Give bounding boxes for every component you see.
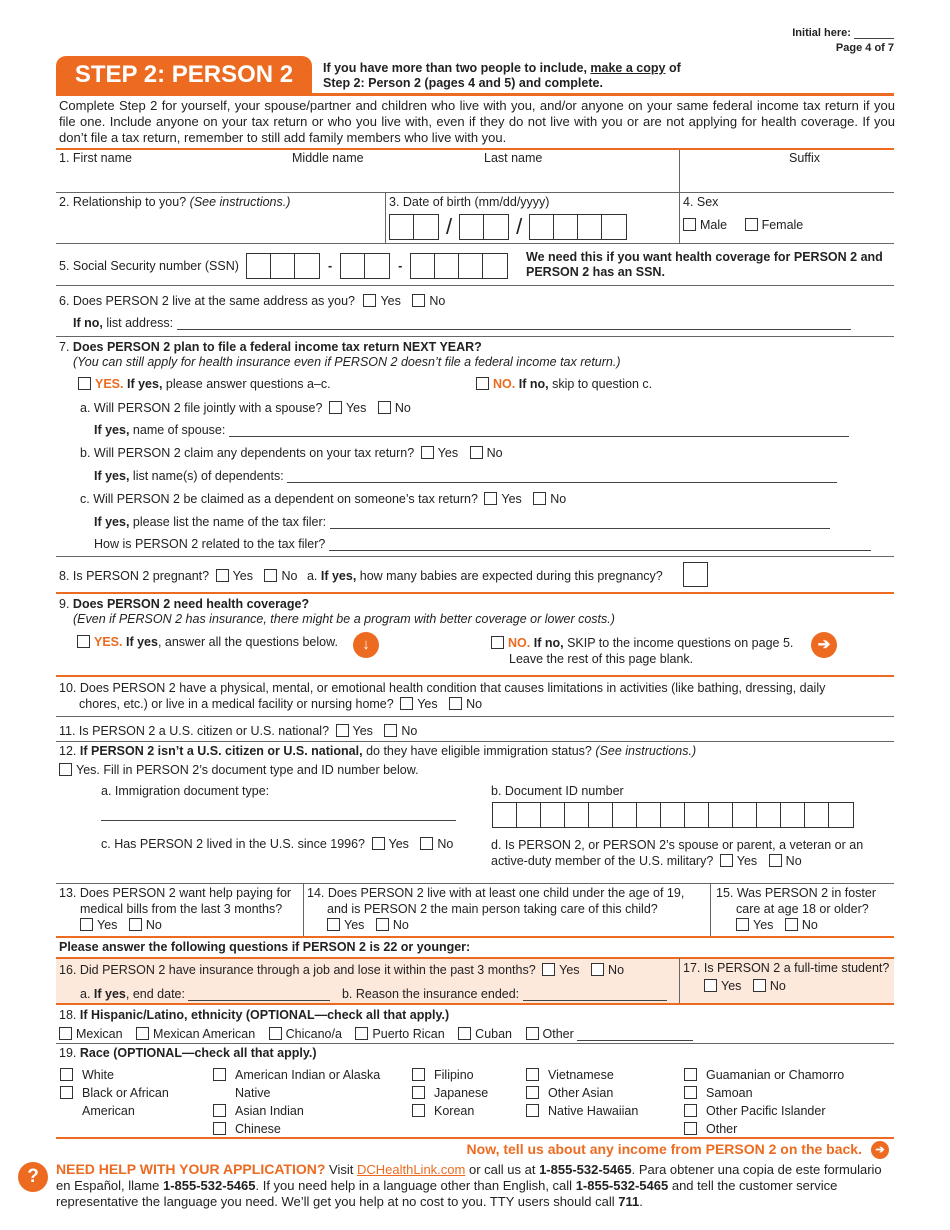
other-race-label: Other [706,1122,738,1136]
q12d-no-checkbox[interactable] [769,854,782,867]
dependents-input[interactable] [287,471,837,483]
q11-no-label: No [401,724,418,738]
help-text [56,1161,896,1210]
q13-line1: 13. Does PERSON 2 want help paying for [59,886,292,900]
q9-num: 9. [59,597,70,611]
q9-yes-o: YES. [94,635,123,649]
q3-label: 3. Date of birth (mm/dd/yyyy) [389,195,550,209]
chinese-label: Chinese [235,1122,281,1136]
q12d-row [491,837,863,869]
q18-num: 18. [59,1008,77,1022]
japanese-checkbox[interactable] [412,1086,425,1099]
q16b-label: b. Reason the insurance ended: [341,987,520,1001]
help-icon: ? [18,1162,48,1192]
q7b-dependents [94,469,837,483]
black-label: Black or African [82,1086,169,1100]
q15-row [716,885,876,933]
q19-num: 19. [59,1046,77,1060]
q7c-yes-checkbox[interactable] [484,492,497,505]
q12-note: (See instructions.) [595,744,697,758]
q7c-yes-label: Yes [501,492,522,506]
q14-line1: 14. Does PERSON 2 live with at least one child under the age of 19, [307,886,685,900]
q7c-relation [94,537,871,551]
female-checkbox[interactable] [745,218,758,231]
q9-no-checkbox[interactable] [491,636,504,649]
q15-no-checkbox[interactable] [785,918,798,931]
native-hawaiian-label: Native Hawaiian [548,1104,639,1118]
help-rest: . If you need help in a language other than English, call [255,1178,573,1193]
q7-yes-option [78,377,331,391]
q7b-if: list name(s) of dependents: [132,469,284,483]
chinese-checkbox[interactable] [213,1122,226,1135]
mexican-american-checkbox[interactable] [136,1027,149,1040]
q7a-no-checkbox[interactable] [378,401,391,414]
q17-row [683,959,889,995]
q7-no-o: NO. [493,377,516,391]
female-label: Female [761,218,804,232]
doc-id-input[interactable] [492,802,854,828]
q11-no-checkbox[interactable] [384,724,397,737]
initial-label: Initial here: [792,27,851,39]
q7c-rel-label: How is PERSON 2 related to the tax filer? [94,537,326,551]
black-label-2: American [82,1104,135,1118]
ssn-input[interactable] [246,253,508,279]
race-col5 [684,1066,859,1138]
q7c-no-checkbox[interactable] [533,492,546,505]
race-col1 [60,1066,169,1120]
other-pacific-label: Other Pacific Islander [706,1104,826,1118]
tax-filer-input[interactable] [330,517,830,529]
q13-no-label: No [145,918,162,932]
vietnamese-label: Vietnamese [548,1068,614,1082]
korean-label: Korean [434,1104,475,1118]
filipino-checkbox[interactable] [412,1068,425,1081]
q12c-label: c. Has PERSON 2 lived in the U.S. since 1996? [101,837,366,851]
q10-line2: chores, etc.) or live in a medical facility or nursing home? [79,697,394,711]
q9-no-o: NO. [508,636,531,650]
q12c-yes-checkbox[interactable] [372,837,385,850]
q6-no-label: No [429,294,446,308]
q7a-if: name of spouse: [132,423,226,437]
q16-yes-label: Yes [559,963,580,977]
help-phone: 1-855-532-5465 [539,1162,632,1177]
q9-yes-checkbox[interactable] [77,635,90,648]
help-call: or call us at [468,1162,536,1177]
vietnamese-checkbox[interactable] [526,1068,539,1081]
q1-last-label: Last name [484,151,543,165]
q9-yes-t: , answer all the questions below. [157,635,338,649]
race-col2 [213,1066,380,1138]
q12a-label: a. Immigration document type: [101,784,270,798]
intro-text: Complete Step 2 for yourself, your spouse/partner and children who live with you, and/or anyone on your same federal income tax return if you file one. Include anyone on your tax return or who you live with, even if they do not live with you or are not applying for health coverage. If you don’t file a tax return, remember to still add family members who live with you. [59,98,895,145]
q7-no-option [476,377,652,391]
q10-no-checkbox[interactable] [449,697,462,710]
q12d-line2: active-duty member of the U.S. military? [491,854,714,868]
q16a-text: , end date: [125,987,185,1001]
other-asian-label: Other Asian [548,1086,614,1100]
q7a-label: a. Will PERSON 2 file jointly with a spouse? [80,401,323,415]
q7a-yes-checkbox[interactable] [329,401,342,414]
mexican-american-label: Mexican American [153,1027,256,1041]
male-checkbox[interactable] [683,218,696,231]
q8-row [59,569,663,583]
q11-label: 11. Is PERSON 2 a U.S. citizen or U.S. national? [59,724,330,738]
spouse-name-input[interactable] [229,425,849,437]
race-col4 [526,1066,638,1120]
q7-title-text: Does PERSON 2 plan to file a federal income tax return NEXT YEAR? [72,340,482,354]
q7c-filer [94,515,830,529]
q5-label: 5. Social Security number (SSN) [59,259,239,273]
q8a-pre: a. [306,569,318,583]
q13-no-checkbox[interactable] [129,918,142,931]
samoan-label: Samoan [706,1086,753,1100]
white-checkbox[interactable] [60,1068,73,1081]
q7a-if-b: If yes, [94,423,130,437]
relation-input[interactable] [329,539,871,551]
dob-sep2: / [516,214,523,239]
end-date-input[interactable] [188,989,330,1001]
q7c-row [80,492,566,506]
q6-yes-label: Yes [380,294,401,308]
q9-title [59,597,309,611]
q6-label: 6. Does PERSON 2 live at the same address as you? [59,294,355,308]
male-label: Male [700,218,728,232]
q1-suffix-label: Suffix [789,151,821,165]
q9-no-b: If no, [533,636,564,650]
step-note [323,61,681,91]
q10-yes-label: Yes [417,697,438,711]
step-note-line2: Step 2: Person 2 (pages 4 and 5) and complete. [323,76,603,90]
babies-count-input[interactable] [683,562,708,587]
q12-text: do they have eligible immigration status? [366,744,592,758]
reason-input[interactable] [523,989,667,1001]
korean-checkbox[interactable] [412,1104,425,1117]
q13-row [59,885,291,933]
dob-sep1: / [446,214,453,239]
q2-text: 2. Relationship to you? [59,195,187,209]
q8a-text: how many babies are expected during this pregnancy? [359,569,663,583]
other-ethnicity-label: Other [542,1027,574,1041]
chicano-label: Chicano/a [285,1027,342,1041]
ssn-dash1: - [328,259,333,273]
q9-yes-option [77,635,338,649]
arrow-right-icon: ➔ [871,1141,889,1159]
q7b-yes-checkbox[interactable] [421,446,434,459]
q16-label: 16. Did PERSON 2 have insurance through a job and lose it within the past 3 months? [59,963,536,977]
ssn-dash2: - [398,259,403,273]
filipino-label: Filipino [434,1068,474,1082]
q10-row [59,680,825,712]
doc-type-input[interactable] [101,809,456,821]
q6-ifno-bold: If no, [73,316,103,330]
help-phone2: 1-855-532-5465 [162,1178,256,1193]
q13-line2: medical bills from the last 3 months? [80,902,283,916]
q7b-row [80,446,503,460]
q14-row [307,885,684,933]
help-title: NEED HELP WITH YOUR APPLICATION? [56,1161,326,1177]
q8a-b: If yes, [320,569,357,583]
q9-no-option [491,635,793,667]
q12-yes-checkbox[interactable] [59,763,72,776]
q10-line1: 10. Does PERSON 2 have a physical, mental, or emotional health condition that causes limitations in activities (like bathing, dressing, daily [59,681,826,695]
step-note-post: of [668,61,681,75]
q6-yes-checkbox[interactable] [363,294,376,307]
help-es: . Para obtener una copia de este formulario [631,1162,882,1177]
q6-address [73,316,851,330]
q18-title [59,1008,449,1022]
help-es2: en Español, llame [56,1178,160,1193]
mexican-checkbox[interactable] [59,1027,72,1040]
q8-no-label: No [281,569,298,583]
q12-fill-label: Yes. Fill in PERSON 2’s document type and ID number below. [76,763,419,777]
q14-no-label: No [392,918,409,932]
q7c-label: c. Will PERSON 2 be claimed as a dependent on someone’s tax return? [80,492,478,506]
q9-no-t: SKIP to the income questions on page 5. [567,636,794,650]
q14-line2: and is PERSON 2 the main person taking care of this child? [327,902,658,916]
q16-yes-checkbox[interactable] [542,963,555,976]
q7b-label: b. Will PERSON 2 claim any dependents on your tax return? [80,446,415,460]
q15-line2: care at age 18 or older? [736,902,869,916]
q7b-yes-label: Yes [437,446,459,460]
q8-yes-label: Yes [232,569,253,583]
q17-no-label: No [769,979,786,993]
q7c-if: please list the name of the tax filer: [132,515,327,529]
q16a-row [80,987,667,1001]
q14-no-checkbox[interactable] [376,918,389,931]
q7-yes-b: If yes, [126,377,163,391]
q7b-no-checkbox[interactable] [470,446,483,459]
other-pacific-checkbox[interactable] [684,1104,697,1117]
q7b-no-label: No [486,446,503,460]
q7-no-b: If no, [518,377,549,391]
puerto-rican-label: Puerto Rican [372,1027,445,1041]
q19-title [59,1046,317,1060]
american-indian-label-2: Native [235,1086,271,1100]
q14-yes-label: Yes [344,918,365,932]
american-indian-checkbox[interactable] [213,1068,226,1081]
mexican-label: Mexican [76,1027,123,1041]
q7-yes-o: YES. [95,377,124,391]
initial-field[interactable] [854,27,894,39]
q16-no-checkbox[interactable] [591,963,604,976]
q1-middle-label: Middle name [292,151,364,165]
page-header [792,27,894,54]
q7c-no-label: No [550,492,567,506]
q14-yes-checkbox[interactable] [327,918,340,931]
q19-bold: Race (OPTIONAL—check all that apply.) [79,1046,317,1060]
q7c-if-b: If yes, [94,515,130,529]
arrow-right-icon: ➔ [811,632,837,658]
q15-line1: 15. Was PERSON 2 in foster [716,886,877,900]
q8-yes-checkbox[interactable] [216,569,229,582]
q1-first-label: 1. First name [59,151,132,165]
next-page-note: Now, tell us about any income from PERSON 2 on the back. [466,1141,862,1157]
q8-label: 8. Is PERSON 2 pregnant? [59,569,210,583]
q17-yes-label: Yes [721,979,742,993]
q12d-yes-checkbox[interactable] [720,854,733,867]
q2-label [59,195,290,209]
young-heading: Please answer the following questions if PERSON 2 is 22 or younger: [59,940,471,954]
step-note-pre: If you have more than two people to include, [323,61,587,75]
q16a-b: If yes [93,987,126,1001]
puerto-rican-checkbox[interactable] [355,1027,368,1040]
q11-yes-label: Yes [352,724,373,738]
q6-ifno-text: list address: [106,316,174,330]
dob-input[interactable] [389,214,627,240]
q11-row [59,724,417,738]
q17-label: 17. Is PERSON 2 a full-time student? [683,961,890,975]
q18-options [59,1027,693,1041]
help-visit: Visit [329,1162,354,1177]
q12d-yes-label: Yes [736,854,758,868]
step-note-link: make a copy [590,61,666,75]
q7-no-checkbox[interactable] [476,377,489,390]
q6-no-checkbox[interactable] [412,294,425,307]
help-rest2: and tell the customer service [671,1178,838,1193]
black-checkbox[interactable] [60,1086,73,1099]
q12c-no-label: No [437,837,454,851]
q18-bold: If Hispanic/Latino, ethnicity (OPTIONAL—check all that apply.) [79,1008,450,1022]
asian-indian-checkbox[interactable] [213,1104,226,1117]
other-asian-checkbox[interactable] [526,1086,539,1099]
q12c-row [101,837,453,851]
q7a-yes-label: Yes [345,401,367,415]
japanese-label: Japanese [434,1086,489,1100]
q7-title [59,340,482,354]
q12b-label: b. Document ID number [491,784,624,798]
q9-yes-b: If yes [125,635,158,649]
other-ethnicity-checkbox[interactable] [526,1027,539,1040]
q7-note: (You can still apply for health insurance even if PERSON 2 doesn’t file a federal income tax return.) [73,355,621,369]
q9-title-text: Does PERSON 2 need health coverage? [72,597,310,611]
q10-no-label: No [466,697,483,711]
step-title: STEP 2: PERSON 2 [56,56,312,94]
ssn-note: We need this if you want health coverage for PERSON 2 and PERSON 2 has an SSN. [526,250,883,279]
help-period: . [639,1194,643,1209]
q9-no-t2: Leave the rest of this page blank. [509,652,694,666]
q13-yes-label: Yes [97,918,118,932]
american-indian-label: American Indian or Alaska [235,1068,381,1082]
q10-yes-checkbox[interactable] [400,697,413,710]
white-label: White [82,1068,114,1082]
q12d-no-label: No [785,854,802,868]
q7-no-t: skip to question c. [552,377,653,391]
dchealthlink-link[interactable]: DCHealthLink.com [356,1162,466,1177]
guamanian-checkbox[interactable] [684,1068,697,1081]
q11-yes-checkbox[interactable] [336,724,349,737]
q4-label: 4. Sex [683,195,719,209]
q17-no-checkbox[interactable] [753,979,766,992]
name-input[interactable] [59,165,679,190]
q16-no-label: No [608,963,625,977]
q12-num: 12. [59,744,77,758]
q4-options [683,218,803,232]
q12c-no-checkbox[interactable] [420,837,433,850]
chicano-checkbox[interactable] [269,1027,282,1040]
q9-note: (Even if PERSON 2 has insurance, there might be a program with better coverage or lower costs.) [73,612,615,626]
q2-note: (See instructions.) [189,195,291,209]
q7-num: 7. [59,340,70,354]
q12-fill [59,763,419,777]
q15-yes-label: Yes [753,918,774,932]
q16-row [59,963,624,977]
guamanian-label: Guamanian or Chamorro [706,1068,845,1082]
q12-bold: If PERSON 2 isn’t a U.S. citizen or U.S. national, [79,744,363,758]
q12-title [59,744,696,758]
asian-indian-label: Asian Indian [235,1104,304,1118]
q7-yes-checkbox[interactable] [78,377,91,390]
q6-row [59,294,445,308]
native-hawaiian-checkbox[interactable] [526,1104,539,1117]
q7a-row [80,401,411,415]
q7b-if-b: If yes, [94,469,130,483]
q8-no-checkbox[interactable] [264,569,277,582]
page-number: Page 4 of 7 [835,42,894,54]
cuban-checkbox[interactable] [458,1027,471,1040]
q15-no-label: No [801,918,818,932]
samoan-checkbox[interactable] [684,1086,697,1099]
q12d-line1: d. Is PERSON 2, or PERSON 2’s spouse or parent, a veteran or an [491,838,864,852]
cuban-label: Cuban [475,1027,513,1041]
help-phone3: 1-855-532-5465 [575,1178,669,1193]
q12c-yes-label: Yes [388,837,409,851]
q7-yes-t: please answer questions a–c. [165,377,331,391]
q7a-spouse [94,423,849,437]
q17-yes-checkbox[interactable] [704,979,717,992]
race-col3 [412,1066,488,1120]
other-race-checkbox[interactable] [684,1122,697,1135]
q16a-pre: a. [80,987,91,1001]
arrow-down-icon: ↓ [353,632,379,658]
address-input[interactable] [177,318,851,330]
q15-yes-checkbox[interactable] [736,918,749,931]
help-tty: 711 [618,1194,640,1209]
help-rest3: representative the language you need. We’ll get you help at no cost to you. TTY users should call [56,1194,615,1209]
q7a-no-label: No [394,401,411,415]
other-ethnicity-input[interactable] [577,1029,693,1041]
q13-yes-checkbox[interactable] [80,918,93,931]
